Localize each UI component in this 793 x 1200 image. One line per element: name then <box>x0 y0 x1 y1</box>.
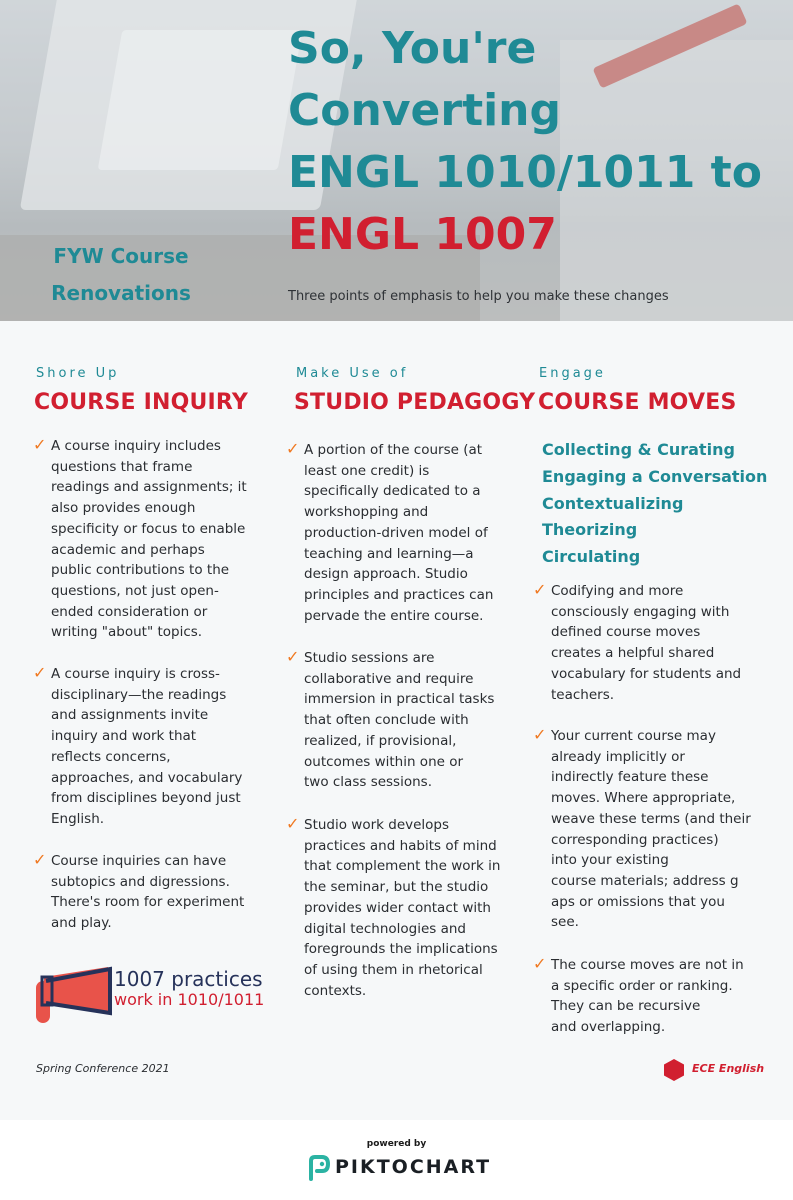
event-label: Spring Conference 2021 <box>36 1062 170 1075</box>
move-item: Contextualizing <box>542 493 684 513</box>
bullet-item: ✓ A portion of the course (at least one credit) is specifically dedicated to a workshopping and production-driven model of teaching and learning—a design approach. Studio principles and practices can pervade the entire course. <box>286 439 494 624</box>
move-item: Circulating <box>542 547 641 567</box>
check-icon: ✓ <box>33 435 47 454</box>
check-icon: ✓ <box>286 814 300 833</box>
logo-line-1: 1007 practices <box>114 967 263 991</box>
megaphone-icon <box>36 963 114 1025</box>
course-moves-list <box>542 437 767 571</box>
piktochart-logo-icon <box>307 1155 331 1181</box>
title-line: So, You're <box>288 23 537 74</box>
page-title <box>288 18 762 266</box>
move-item: Engaging a Conversation <box>542 466 768 486</box>
bullet-item: ✓ Your current course may already implicitly or indirectly feature these moves. Where appropriate, weave these terms (and their corresponding practices) into your existing course materials; address g aps or omissions that you see. <box>533 725 751 931</box>
badge-line: Renovations <box>51 281 191 305</box>
column-heading: COURSE MOVES <box>538 390 737 415</box>
title-line: Converting <box>288 85 562 136</box>
column-heading: COURSE INQUIRY <box>34 390 249 415</box>
move-item: Theorizing <box>542 520 638 540</box>
column-heading: STUDIO PEDAGOGY <box>294 390 536 415</box>
org-label: ECE English <box>692 1062 765 1075</box>
check-icon: ✓ <box>33 663 47 682</box>
check-icon: ✓ <box>533 580 547 599</box>
column-kicker: Make Use of <box>296 366 409 381</box>
piktochart-wordmark: PIKTOCHART <box>335 1156 492 1178</box>
practices-logo <box>36 961 276 1025</box>
powered-by-footer <box>0 1120 793 1200</box>
page-subtitle: Three points of emphasis to help you make these changes <box>288 289 669 304</box>
powered-by-label: powered by <box>366 1139 427 1149</box>
bullet-item: ✓ Studio sessions are collaborative and require immersion in practical tasks that often conclude with realized, if provisional, outcomes within one or two class sessions. <box>286 647 495 791</box>
hexagon-icon <box>662 1058 686 1082</box>
course-badge <box>36 238 206 312</box>
bullet-item: ✓ Course inquiries can have subtopics and digressions. There's room for experiment and play. <box>33 850 245 932</box>
bullet-item: ✓ A course inquiry includes questions that frame readings and assignments; it also provides enough specificity or focus to enable academic and perhaps public contributions to the questions, not just open- ended consideration or writing "about" topics. <box>33 435 247 641</box>
bullet-item: ✓ A course inquiry is cross- disciplinary—the readings and assignments invite inquiry and work that reflects concerns, approaches, and vocabulary from disciplines beyond just English. <box>33 663 243 827</box>
check-icon: ✓ <box>533 954 547 973</box>
bullet-item: ✓ Codifying and more consciously engaging with defined course moves creates a helpful shared vocabulary for students and teachers. <box>533 580 742 703</box>
title-line: ENGL 1010/1011 to <box>288 147 762 198</box>
badge-line: FYW Course <box>53 244 189 268</box>
check-icon: ✓ <box>286 647 300 666</box>
column-kicker: Shore Up <box>36 366 120 381</box>
column-kicker: Engage <box>539 366 606 381</box>
bullet-item: ✓ Studio work develops practices and habits of mind that complement the work in the seminar, but the studio provides wider contact with digital technologies and foregrounds the implications of using them in rhetorical contexts. <box>286 814 501 999</box>
check-icon: ✓ <box>286 439 300 458</box>
logo-line-2: work in 1010/1011 <box>114 990 265 1009</box>
bullet-item: ✓ The course moves are not in a specific order or ranking. They can be recursive and overlapping. <box>533 954 744 1036</box>
move-item: Collecting & Curating <box>542 440 735 459</box>
check-icon: ✓ <box>33 850 47 869</box>
check-icon: ✓ <box>533 725 547 744</box>
title-accent: ENGL 1007 <box>288 209 557 260</box>
